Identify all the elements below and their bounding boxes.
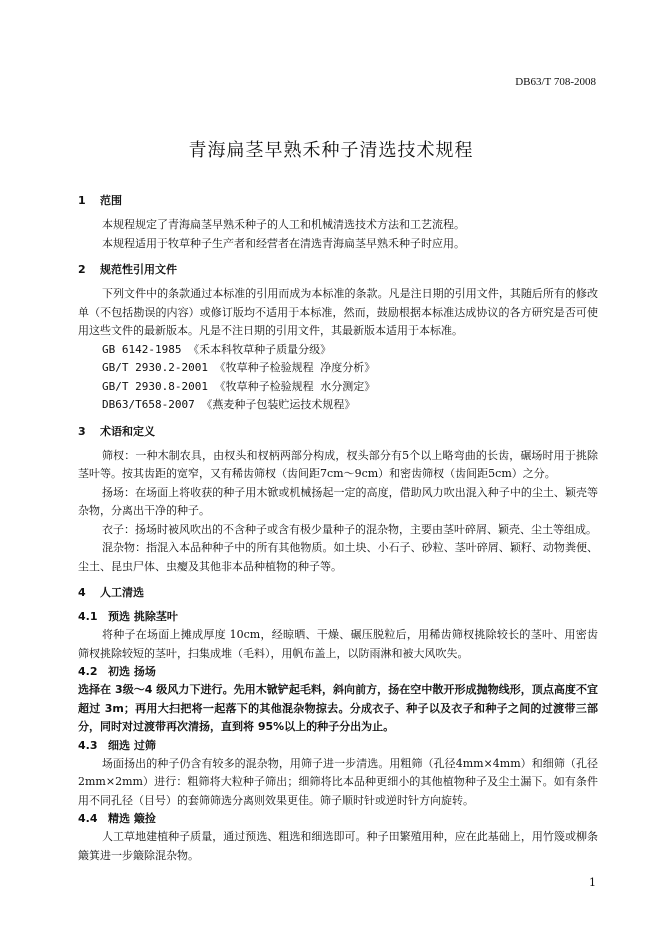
paragraph: 混杂物：指混入本品种种子中的所有其他物质。如土块、小石子、砂粒、茎叶碎屑、颖籽、动物粪便、尘土、昆虫尸体、虫瘿及其他非本品种植物的种子等。 [78,541,598,573]
section-heading-references: 2 规范性引用文件 [78,263,177,276]
subsection-heading: 4.2 初选 扬场 [78,665,156,678]
paragraph: 将种子在场面上摊成厚度 10cm，经晾晒、干燥、碾压脱粒后，用稀齿筛杈挑除较长的茎叶、用密齿筛杈挑除较短的茎叶，扫集成堆（毛料），用帆布盖上，以防雨淋和被大风吹失。 [78,628,598,660]
reference-item: GB/T 2930.2-2001 《牧草种子检验规程 净度分析》 [102,361,376,374]
paragraph: 衣子：扬场时被风吹出的不含种子或含有极少量种子的混杂物，主要由茎叶碎屑、颖壳、尘土等组成。 [102,522,597,536]
paragraph-bold: 选择在 3级～4 级风力下进行。先用木锨铲起毛料，斜向前方，扬在空中散开形成抛物线形，顶点高度不宜超过 3m；再用大扫把将一起落下的其他混杂物掠去。分成衣子、种子以及衣子和种子之间的过渡带三部分，同时对过渡带再次清扬，直到将 95%以上的种子分出为止。 [78,683,598,733]
paragraph: 本规程适用于牧草种子生产者和经营者在清选青海扁茎早熟禾种子时应用。 [102,236,465,250]
reference-item: DB63/T658-2007 《燕麦种子包装贮运技术规程》 [102,398,356,411]
paragraph: 人工草地建植种子质量，通过预选、粗选和细选即可。种子田繁殖用种，应在此基础上，用竹篾或柳条簸箕进一步簸除混杂物。 [78,830,598,862]
paragraph: 扬场：在场面上将收获的种子用木锨或机械扬起一定的高度，借助风力吹出混入种子中的尘土、颖壳等杂物，分离出干净的种子。 [78,485,598,517]
page-number: 1 [589,876,596,889]
paragraph: 筛杈：一种木制农具，由杈头和杈柄两部分构成，杈头部分有5个以上略弯曲的长齿，碾场时用于挑除茎叶等。按其齿距的宽窄，又有稀齿筛杈（齿间距7cm～9cm）和密齿筛杈（齿间距5cm）之分。 [78,448,598,480]
page-title: 青海扁茎早熟禾种子清选技术规程 [188,140,474,161]
subsection-heading: 4.3 细选 过筛 [78,738,156,752]
paragraph: 下列文件中的条款通过本标准的引用而成为本标准的条款。凡是注日期的引用文件，其随后所有的修改单（不包括勘误的内容）或修订版均不适用于本标准，然而，鼓励根据本标准达成协议的各方研究是否可使用这些文件的最新版本。凡是不注日期的引用文件，其最新版本适用于本标准。 [78,287,598,337]
paragraph: 本规程规定了青海扁茎早熟禾种子的人工和机械清选技术方法和工艺流程。 [102,218,465,231]
section-heading-terms: 3 术语和定义 [78,424,155,438]
reference-item: GB 6142-1985 《禾本科牧草种子质量分级》 [102,342,332,356]
paragraph: 场面扬出的种子仍含有较多的混杂物，用筛子进一步清选。用粗筛（孔径4mm×4mm）和细筛（孔径2mm×2mm）进行：粗筛将大粒种子筛出；细筛将比本品种更细小的其他植物种子及尘土漏下。如有条件用不同孔径（目号）的套筛筛选分离则效果更佳。筛子顺时针或逆时针方向旋转。 [78,756,598,807]
reference-item: GB/T 2930.8-2001 《牧草种子检验规程 水分测定》 [102,379,376,393]
section-heading-scope: 1 范围 [78,194,122,207]
document-body [78,192,598,865]
section-heading-manual-cleaning: 4 人工清选 [78,586,144,599]
document-code: DB63/T 708-2008 [515,76,596,88]
subsection-heading: 4.4 精选 簸捡 [78,812,156,825]
subsection-heading: 4.1 预选 挑除茎叶 [78,610,178,623]
